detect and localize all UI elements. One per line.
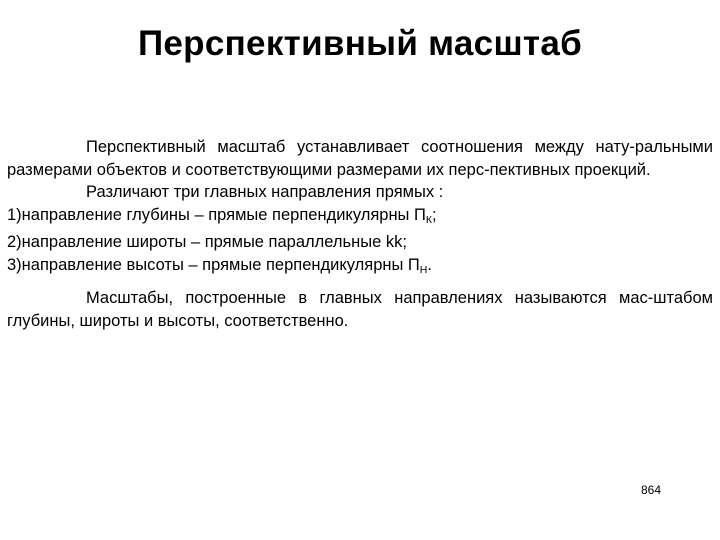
direction-item-text: 3)направление высоты – прямые перпендикулярны П [7, 255, 420, 274]
slide-title: Перспективный масштаб [137, 24, 583, 63]
direction-item-suffix: ; [431, 205, 437, 224]
direction-item-height [7, 254, 713, 282]
slide-body [7, 136, 713, 332]
paragraph-perspective-scale: Перспективный масштаб устанавливает соотношения между нату-ральными размерами объектов и соответствующими размерами их перс-пективных проекций. [7, 138, 713, 179]
direction-item-suffix: . [427, 255, 432, 274]
direction-item-text: 1)направление глубины – прямые перпендикулярны П [7, 205, 426, 224]
page-number: 864 [641, 483, 662, 497]
subscript-n: Н [419, 263, 428, 276]
subscript-k: К [425, 213, 432, 226]
directions-intro: Различают три главных направления прямых : [86, 183, 444, 201]
direction-item-depth [7, 204, 713, 232]
paragraph-scales: Масштабы, построенные в главных направлениях называются мас-штабом глубины, широты и высоты, соответственно. [7, 289, 713, 330]
direction-item-width: 2)направление широты – прямые параллельные kk; [7, 233, 407, 251]
